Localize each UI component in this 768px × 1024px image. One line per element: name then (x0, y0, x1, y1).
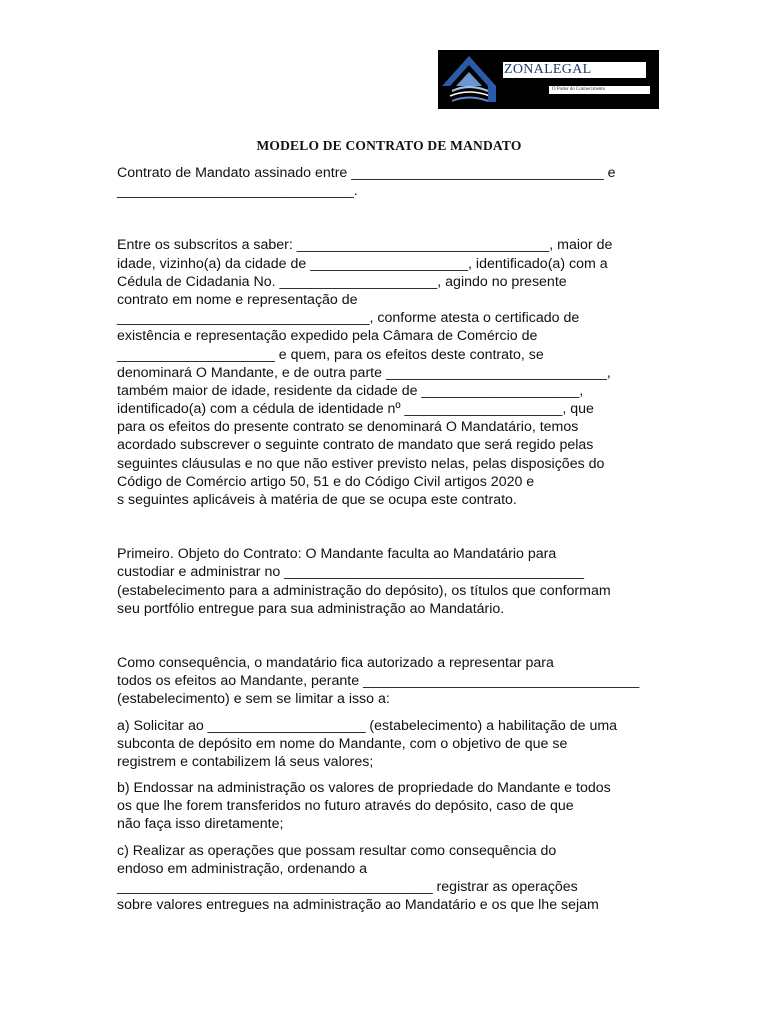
text-line: denominará O Mandante, e de outra parte ____________________________, (117, 364, 611, 381)
text-line: Como consequência, o mandatário fica autorizado a representar para (117, 654, 554, 671)
text-line: Contrato de Mandato assinado entre ________________________________ e (117, 165, 616, 181)
text-line: para os efeitos do presente contrato se denominará O Mandatário, temos (117, 419, 579, 436)
text-line: contrato em nome e representação de (117, 291, 358, 308)
text-line: Código de Comércio artigo 50, 51 e do Código Civil artigos 2020 e (117, 473, 535, 490)
text-line: também maior de idade, residente da cidade de ____________________, (117, 382, 584, 399)
text-line: c) Realizar as operações que possam resultar como consequência do (117, 842, 557, 859)
parties-paragraph (117, 236, 677, 509)
first-clause-paragraph (117, 545, 677, 618)
item-a-paragraph (117, 717, 677, 772)
text-line: ____________________ e quem, para os efeitos deste contrato, se (117, 346, 544, 363)
text-line: (estabelecimento) e sem se limitar a isso a: (117, 691, 390, 708)
text-line: não faça isso diretamente; (117, 816, 284, 833)
text-line: ________________________________, conforme atesta o certificado de (117, 310, 580, 327)
text-line: sobre valores entregues na administração ao Mandatário e os que lhe sejam (117, 897, 599, 914)
text-line: (estabelecimento para a administração do depósito), os títulos que conformam (117, 582, 611, 599)
consequence-paragraph (117, 654, 677, 709)
document-body (117, 164, 677, 914)
logo-name: ZONALEGAL (503, 62, 646, 78)
text-line: seguintes cláusulas e no que não estiver previsto nelas, pelas disposições do (117, 455, 605, 472)
text-line: ________________________________________ registrar as operações (117, 879, 578, 895)
text-line: Entre os subscritos a saber: ________________________________, maior de (117, 237, 613, 254)
logo-mark-icon (438, 50, 500, 109)
text-line: s seguintes aplicáveis à matéria de que se ocupa este contrato. (117, 492, 517, 508)
text-line: Cédula de Cidadania No. ____________________, agindo no presente (117, 273, 567, 290)
item-b-paragraph (117, 779, 677, 834)
text-line: custodiar e administrar no ______________________________________ (117, 564, 585, 581)
item-c-paragraph (117, 842, 677, 915)
text-line: existência e representação expedido pela Câmara de Comércio de (117, 328, 538, 345)
text-line: acordado subscrever o seguinte contrato de mandato que será regido pelas (117, 437, 594, 454)
company-logo (438, 50, 659, 109)
text-line: endoso em administração, ordenando a (117, 860, 368, 877)
text-line: os que lhe forem transferidos no futuro através do depósito, caso de que (117, 798, 574, 815)
text-line: seu portfólio entregue para sua administração ao Mandatário. (117, 600, 505, 617)
text-line: subconta de depósito em nome do Mandante, com o objetivo de que se (117, 735, 568, 752)
logo-tagline: O Poder do Conhecimento (549, 86, 650, 94)
text-line: ______________________________. (117, 183, 358, 200)
text-line: idade, vizinho(a) da cidade de ____________________, identificado(a) com a (117, 255, 608, 272)
text-line: identificado(a) com a cédula de identidade nº ____________________, que (117, 401, 594, 418)
document-title: MODELO DE CONTRATO DE MANDATO (256, 138, 522, 153)
text-line: Primeiro. Objeto do Contrato: O Mandante faculta ao Mandatário para (117, 546, 557, 563)
text-line: todos os efeitos ao Mandante, perante ___________________________________ (117, 673, 640, 690)
intro-paragraph (117, 164, 677, 200)
text-line: a) Solicitar ao ____________________ (estabelecimento) a habilitação de uma (117, 717, 618, 734)
text-line: b) Endossar na administração os valores de propriedade do Mandante e todos (117, 780, 611, 797)
text-line: registrem e contabilizem lá seus valores; (117, 753, 374, 770)
